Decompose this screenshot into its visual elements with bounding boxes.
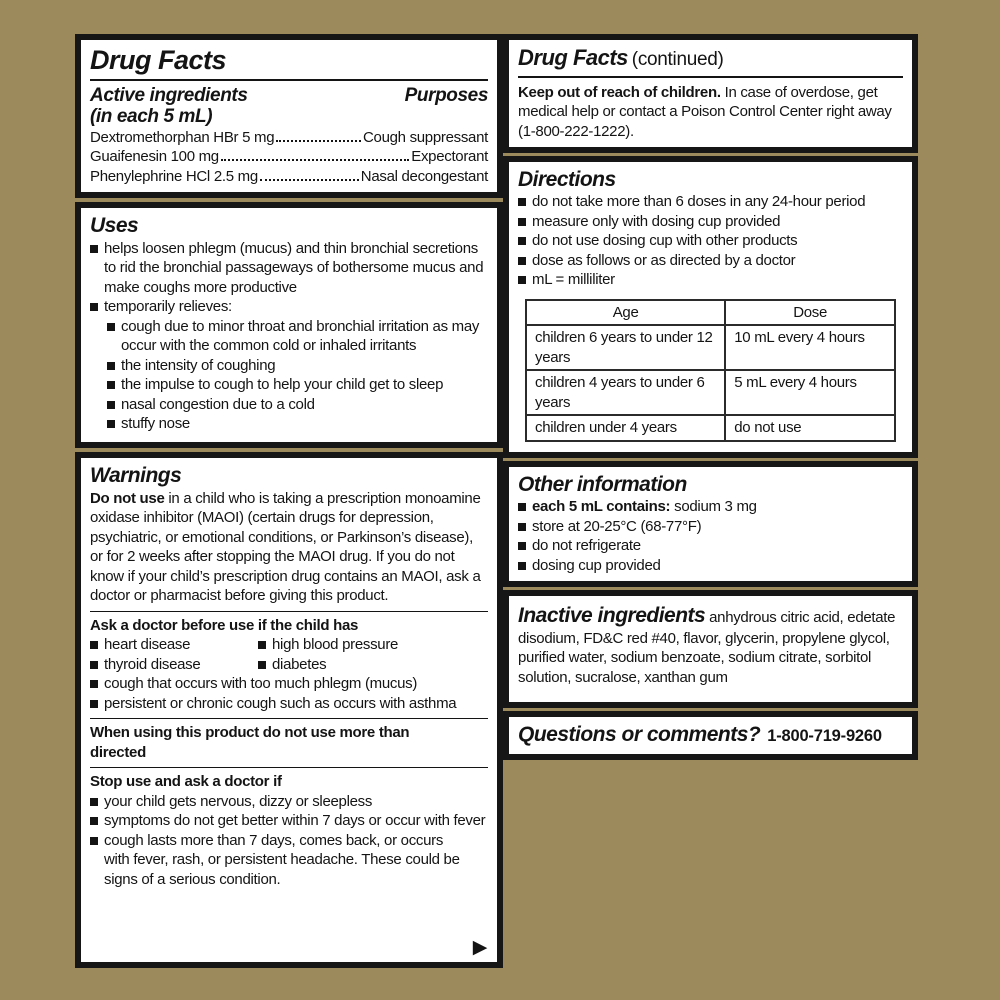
bullet-square-icon [90, 661, 98, 669]
list-item: persistent or chronic cough such as occurs with asthma [90, 694, 488, 714]
bullet-square-icon [518, 237, 526, 245]
phone-number: 1-800-719-9260 [767, 727, 882, 746]
list-item: do not take more than 6 doses in any 24-hour period [518, 192, 903, 212]
bullet-square-icon [90, 700, 98, 708]
ingredient-purpose: Nasal decongestant [360, 167, 488, 185]
drug-facts-continued-title: Drug Facts (continued) [518, 45, 724, 70]
bullet-square-icon [107, 401, 115, 409]
do-not-use-label: Do not use [90, 489, 165, 507]
dose-cell: 10 mL every 4 hours [725, 325, 895, 370]
inactive-ingredients-title: Inactive ingredients [518, 604, 706, 628]
ask-doctor-condition-grid [90, 635, 488, 674]
table-row [526, 415, 895, 441]
list-item: heart disease [90, 635, 258, 655]
dotted-leader [276, 140, 361, 142]
list-item: dosing cup provided [518, 556, 903, 576]
list-item: dose as follows or as directed by a doctor [518, 251, 903, 271]
dose-column-header: Dose [725, 300, 895, 326]
keep-out-label: Keep out of reach of children. [518, 83, 721, 101]
list-item: stuffy nose [107, 414, 488, 434]
bullet-square-icon [107, 362, 115, 370]
active-ingredients-heading: Active ingredients [90, 85, 248, 107]
list-item: symptoms do not get better within 7 days or occur with fever [90, 811, 488, 831]
bullet-square-icon [90, 798, 98, 806]
ingredient-row [90, 147, 488, 167]
list-item: each 5 mL contains: sodium 3 mg [518, 497, 903, 517]
bullet-square-icon [518, 257, 526, 265]
list-item: the impulse to cough to help your child get to sleep [107, 375, 488, 395]
list-item: helps loosen phlegm (mucus) and thin bronchial secretions to rid the bronchial passageways of bothersome mucus and make coughs more productive [90, 239, 488, 298]
ask-doctor-heading: Ask a doctor before use if the child has [90, 616, 359, 634]
list-item: do not use dosing cup with other products [518, 231, 903, 251]
bullet-square-icon [90, 641, 98, 649]
drug-facts-title: Drug Facts [90, 45, 227, 75]
table-row [526, 370, 895, 415]
bullet-square-icon [518, 562, 526, 570]
list-item: the intensity of coughing [107, 356, 488, 376]
age-column-header: Age [526, 300, 725, 326]
age-cell: children 6 years to under 12 years [526, 325, 725, 370]
bullet-square-icon [90, 245, 98, 253]
bullet-square-icon [107, 381, 115, 389]
list-item: measure only with dosing cup provided [518, 212, 903, 232]
ingredient-row [90, 167, 488, 187]
bullet-square-icon [90, 303, 98, 311]
list-item: store at 20-25°C (68-77°F) [518, 517, 903, 537]
ingredient-row [90, 128, 488, 148]
warnings-section [75, 452, 503, 968]
list-item: do not refrigerate [518, 536, 903, 556]
list-item: temporarily relieves: [90, 297, 488, 317]
directions-title: Directions [518, 168, 616, 192]
purposes-heading: Purposes [404, 85, 488, 107]
bullet-square-icon [518, 523, 526, 531]
dotted-leader [221, 159, 409, 161]
list-item: high blood pressure [258, 635, 488, 655]
bullet-square-icon [518, 276, 526, 284]
age-cell: children under 4 years [526, 415, 725, 441]
list-item: thyroid disease [90, 655, 258, 675]
dose-cell: do not use [725, 415, 895, 441]
bullet-square-icon [90, 837, 98, 845]
divider [518, 76, 903, 78]
bullet-square-icon [518, 218, 526, 226]
list-item: diabetes [258, 655, 488, 675]
do-not-use-paragraph: Do not use in a child who is taking a prescription monoamine oxidase inhibitor (MAOI) (certain drugs for depression, psychiatric, or emotional conditions, or Parkinson’s disease), or for 2 weeks after stopping the MAOI drug. If you do not know if your child’s prescription drug contains an MAOI, ask a doctor or pharmacist before giving this product. [90, 489, 481, 605]
bullet-square-icon [107, 420, 115, 428]
dosing-table [525, 299, 896, 442]
stop-use-heading: Stop use and ask a doctor if [90, 773, 282, 791]
divider [90, 79, 488, 81]
active-ingredients-section [75, 34, 503, 198]
list-item: cough lasts more than 7 days, comes back, or occurs with fever, rash, or persistent headache. These could be signs of a serious condition. [90, 831, 488, 890]
drug-facts-right-panel [503, 34, 918, 763]
bullet-square-icon [90, 817, 98, 825]
bullet-square-icon [518, 542, 526, 550]
list-item: nasal congestion due to a cold [107, 395, 488, 415]
continued-arrow-icon: ▶ [472, 937, 487, 959]
other-information-section [503, 461, 918, 587]
when-using-heading: When using this product do not use more than directed [90, 724, 410, 761]
divider [90, 611, 488, 612]
list-item: cough due to minor throat and bronchial irritation as may occur with the common cold or inhaled irritants [107, 317, 488, 356]
bullet-square-icon [518, 503, 526, 511]
bullet-square-icon [518, 198, 526, 206]
list-item: your child gets nervous, dizzy or sleepless [90, 792, 488, 812]
warnings-title: Warnings [90, 464, 182, 488]
dotted-leader [260, 179, 359, 181]
inactive-ingredients-section [503, 590, 918, 708]
ingredient-name: Dextromethorphan HBr 5 mg [90, 128, 275, 146]
contains-label: each 5 mL contains: [532, 498, 671, 516]
drug-facts-left-panel [75, 34, 503, 972]
list-item: cough that occurs with too much phlegm (mucus) [90, 674, 488, 694]
keep-out-paragraph: Keep out of reach of children. In case of overdose, get medical help or contact a Poison Control Center right away (1-800-222-1222). [518, 83, 892, 140]
other-information-title: Other information [518, 473, 687, 497]
directions-section [503, 156, 918, 458]
bullet-square-icon [90, 680, 98, 688]
divider [90, 767, 488, 768]
age-cell: children 4 years to under 6 years [526, 370, 725, 415]
table-row [526, 325, 895, 370]
questions-title: Questions or comments? [518, 723, 761, 747]
ingredient-name: Phenylephrine HCl 2.5 mg [90, 167, 258, 185]
dose-cell: 5 mL every 4 hours [725, 370, 895, 415]
keep-out-of-reach-section [503, 34, 918, 153]
uses-title: Uses [90, 214, 139, 238]
bullet-square-icon [258, 641, 266, 649]
table-header-row [526, 300, 895, 326]
active-ingredients-subheading: (in each 5 mL) [90, 105, 213, 127]
ingredient-purpose: Cough suppressant [363, 128, 488, 146]
bullet-square-icon [107, 323, 115, 331]
inactive-ingredients-paragraph: Inactive ingredients anhydrous citric acid, edetate disodium, FD&C red #40, flavor, glycerin, propylene glycol, purified water, sodium benzoate, sodium citrate, sorbitol solution, sucralose, xanthan gum [518, 604, 896, 686]
ingredient-name: Guaifenesin 100 mg [90, 148, 219, 166]
list-item: mL = milliliter [518, 270, 903, 290]
questions-section [503, 711, 918, 759]
divider [90, 718, 488, 719]
bullet-square-icon [258, 661, 266, 669]
uses-section [75, 202, 503, 448]
ingredient-purpose: Expectorant [411, 148, 488, 166]
